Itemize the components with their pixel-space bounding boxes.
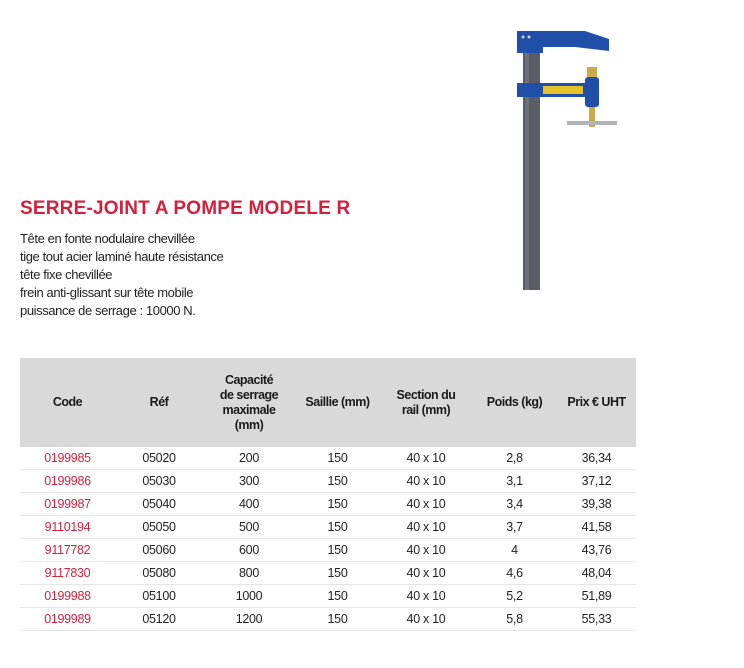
cell-price: 51,89 — [557, 585, 636, 608]
description-line: tête fixe chevillée — [20, 267, 113, 282]
cell-section: 40 x 10 — [380, 516, 472, 539]
table-row — [20, 585, 636, 608]
cell-section: 40 x 10 — [380, 493, 472, 516]
cell-ref: 05080 — [115, 562, 203, 585]
cell-weight: 4,6 — [472, 562, 557, 585]
cell-capacity: 300 — [203, 470, 295, 493]
description-line: Tête en fonte nodulaire chevillée — [20, 231, 195, 246]
product-description — [20, 230, 223, 320]
cell-capacity: 1000 — [203, 585, 295, 608]
cell-code: 9117830 — [20, 562, 115, 585]
cell-saillie: 150 — [295, 585, 380, 608]
cell-price: 36,34 — [557, 447, 636, 470]
cell-weight: 3,7 — [472, 516, 557, 539]
cell-ref: 05120 — [115, 608, 203, 631]
table-row — [20, 493, 636, 516]
cell-capacity: 600 — [203, 539, 295, 562]
description-line: tige tout acier laminé haute résistance — [20, 249, 224, 264]
cell-saillie: 150 — [295, 562, 380, 585]
product-title: SERRE-JOINT A POMPE MODELE R — [20, 198, 351, 219]
cell-saillie: 150 — [295, 539, 380, 562]
clamp-icon — [515, 25, 635, 295]
cell-code: 0199985 — [20, 447, 115, 470]
cell-saillie: 150 — [295, 470, 380, 493]
cell-code: 9117782 — [20, 539, 115, 562]
cell-saillie: 150 — [295, 493, 380, 516]
cell-ref: 05020 — [115, 447, 203, 470]
cell-price: 48,04 — [557, 562, 636, 585]
description-line: puissance de serrage : 10000 N. — [20, 303, 196, 318]
header-code: Code — [20, 358, 115, 447]
cell-weight: 5,2 — [472, 585, 557, 608]
cell-section: 40 x 10 — [380, 447, 472, 470]
table-row — [20, 516, 636, 539]
cell-capacity: 1200 — [203, 608, 295, 631]
cell-code: 0199989 — [20, 608, 115, 631]
table-row — [20, 608, 636, 631]
cell-capacity: 400 — [203, 493, 295, 516]
cell-price: 55,33 — [557, 608, 636, 631]
cell-saillie: 150 — [295, 447, 380, 470]
cell-code: 0199988 — [20, 585, 115, 608]
cell-section: 40 x 10 — [380, 470, 472, 493]
cell-price: 41,58 — [557, 516, 636, 539]
cell-capacity: 500 — [203, 516, 295, 539]
description-line: frein anti-glissant sur tête mobile — [20, 285, 194, 300]
cell-weight: 3,1 — [472, 470, 557, 493]
cell-capacity: 200 — [203, 447, 295, 470]
cell-section: 40 x 10 — [380, 608, 472, 631]
table-row — [20, 470, 636, 493]
cell-ref: 05030 — [115, 470, 203, 493]
header-section: Section du rail (mm) — [380, 358, 472, 447]
cell-price: 39,38 — [557, 493, 636, 516]
cell-ref: 05100 — [115, 585, 203, 608]
cell-ref: 05050 — [115, 516, 203, 539]
cell-weight: 2,8 — [472, 447, 557, 470]
header-price: Prix € UHT — [557, 358, 636, 447]
cell-saillie: 150 — [295, 608, 380, 631]
header-capacity: Capacité de serrage maximale (mm) — [203, 358, 295, 447]
product-image — [515, 25, 635, 295]
cell-section: 40 x 10 — [380, 562, 472, 585]
header-weight: Poids (kg) — [472, 358, 557, 447]
cell-price: 43,76 — [557, 539, 636, 562]
header-saillie: Saillie (mm) — [295, 358, 380, 447]
cell-section: 40 x 10 — [380, 539, 472, 562]
cell-capacity: 800 — [203, 562, 295, 585]
cell-ref: 05040 — [115, 493, 203, 516]
cell-ref: 05060 — [115, 539, 203, 562]
cell-saillie: 150 — [295, 516, 380, 539]
cell-code: 0199986 — [20, 470, 115, 493]
cell-weight: 4 — [472, 539, 557, 562]
cell-price: 37,12 — [557, 470, 636, 493]
cell-code: 0199987 — [20, 493, 115, 516]
cell-weight: 3,4 — [472, 493, 557, 516]
cell-weight: 5,8 — [472, 608, 557, 631]
table-header-row — [20, 358, 636, 447]
cell-code: 9110194 — [20, 516, 115, 539]
header-ref: Réf — [115, 358, 203, 447]
table-row — [20, 447, 636, 470]
table-row — [20, 562, 636, 585]
specs-table — [20, 358, 636, 631]
table-row — [20, 539, 636, 562]
cell-section: 40 x 10 — [380, 585, 472, 608]
